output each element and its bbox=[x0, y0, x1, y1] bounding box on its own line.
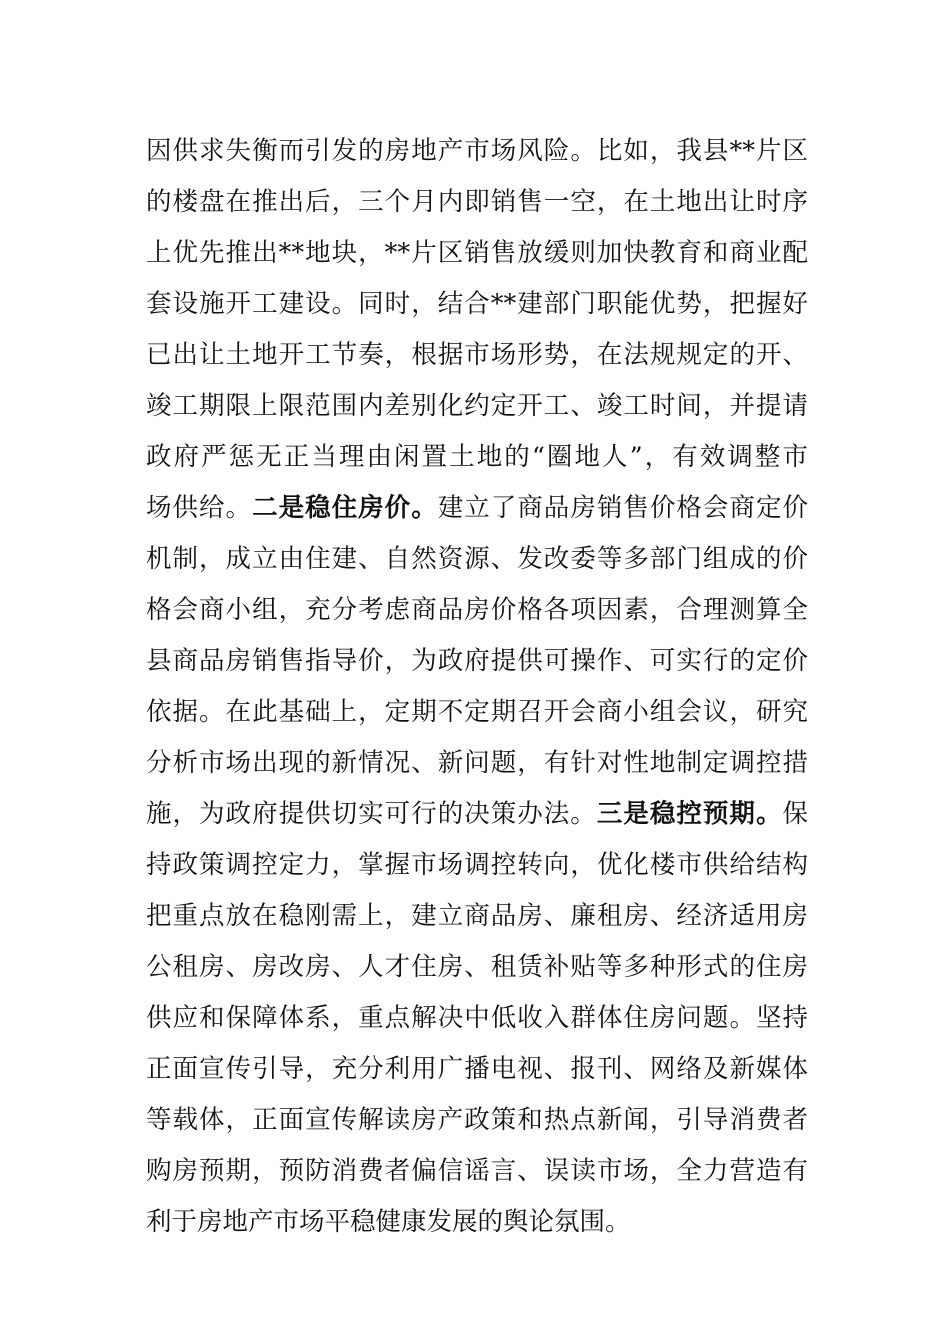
body-text: 因供求失衡而引发的房地产市场风险。比如，我县**片区 bbox=[146, 136, 808, 166]
text-line bbox=[146, 534, 808, 585]
body-text: 施，为政府提供切实可行的决策办法。 bbox=[146, 799, 597, 829]
body-text: 持政策调控定力，掌握市场调控转向，优化楼市供给结构 bbox=[146, 850, 808, 880]
body-text: 保 bbox=[782, 799, 808, 829]
text-line bbox=[146, 330, 808, 381]
bold-heading-text: 三是稳控预期。 bbox=[596, 799, 783, 829]
text-line bbox=[146, 738, 808, 789]
body-text: 县商品房销售指导价，为政府提供可操作、可实行的定价 bbox=[146, 646, 808, 676]
body-text: 把重点放在稳刚需上，建立商品房、廉租房、经济适用房 bbox=[146, 901, 808, 931]
body-text: 依据。在此基础上，定期不定期召开会商小组会议，研究 bbox=[146, 697, 808, 727]
body-text: 套设施开工建设。同时，结合**建部门职能优势，把握好 bbox=[146, 289, 808, 319]
text-line bbox=[146, 381, 808, 432]
text-line bbox=[146, 1095, 808, 1146]
body-text: 利于房地产市场平稳健康发展的舆论氛围。 bbox=[146, 1207, 631, 1237]
body-text: 政府严惩无正当理由闲置土地的“圈地人”，有效调整市 bbox=[146, 442, 808, 472]
body-text: 场供给。 bbox=[146, 493, 253, 523]
text-line bbox=[146, 126, 808, 177]
text-line bbox=[146, 432, 808, 483]
body-text: 购房预期，预防消费者偏信谣言、误读市场，全力营造有 bbox=[146, 1156, 808, 1186]
text-line bbox=[146, 1146, 808, 1197]
body-text: 已出让土地开工节奏，根据市场形势，在法规规定的开、 bbox=[146, 340, 808, 370]
text-line bbox=[146, 483, 808, 534]
body-paragraph bbox=[146, 126, 808, 1248]
body-text: 分析市场出现的新情况、新问题，有针对性地制定调控措 bbox=[146, 748, 808, 778]
body-text: 正面宣传引导，充分利用广播电视、报刊、网络及新媒体 bbox=[146, 1054, 808, 1084]
body-text: 竣工期限上限范围内差别化约定开工、竣工时间，并提请 bbox=[146, 391, 808, 421]
text-line bbox=[146, 177, 808, 228]
text-line bbox=[146, 585, 808, 636]
text-line bbox=[146, 891, 808, 942]
text-line bbox=[146, 1044, 808, 1095]
text-line bbox=[146, 942, 808, 993]
text-line bbox=[146, 636, 808, 687]
bold-heading-text: 二是稳住房价。 bbox=[252, 493, 438, 523]
body-text: 上优先推出**地块，**片区销售放缓则加快教育和商业配 bbox=[146, 238, 808, 268]
body-text: 公租房、房改房、人才住房、租赁补贴等多种形式的住房 bbox=[146, 952, 808, 982]
text-line bbox=[146, 993, 808, 1044]
text-line bbox=[146, 1197, 808, 1248]
body-text: 建立了商品房销售价格会商定价 bbox=[437, 493, 808, 523]
text-line bbox=[146, 789, 808, 840]
text-line bbox=[146, 228, 808, 279]
body-text: 供应和保障体系，重点解决中低收入群体住房问题。坚持 bbox=[146, 1003, 808, 1033]
text-line bbox=[146, 840, 808, 891]
body-text: 等载体，正面宣传解读房产政策和热点新闻，引导消费者 bbox=[146, 1105, 808, 1135]
body-text: 格会商小组，充分考虑商品房价格各项因素，合理测算全 bbox=[146, 595, 808, 625]
text-line bbox=[146, 687, 808, 738]
body-text: 的楼盘在推出后，三个月内即销售一空，在土地出让时序 bbox=[146, 187, 808, 217]
body-text: 机制，成立由住建、自然资源、发改委等多部门组成的价 bbox=[146, 544, 808, 574]
text-line bbox=[146, 279, 808, 330]
